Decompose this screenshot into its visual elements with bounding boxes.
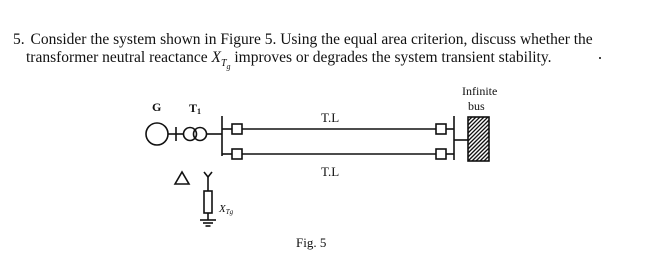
reactance-label-sub: Tg xyxy=(225,208,234,216)
hatch-line xyxy=(468,117,488,137)
question-number: 5. xyxy=(13,31,25,48)
figure-caption: Fig. 5 xyxy=(296,235,327,250)
breaker-line-2-receiving xyxy=(436,149,446,159)
wye-symbol-left-arm xyxy=(204,172,208,177)
reactance-symbol-main: X xyxy=(211,49,221,66)
infinite-bus-label-line-1: Infinite xyxy=(462,84,498,98)
delta-winding-icon xyxy=(175,172,189,184)
line-bottom-label: T.L xyxy=(321,164,340,179)
hatch-line xyxy=(468,117,476,125)
transformer-label-sub: 1 xyxy=(197,107,202,116)
infinite-bus-label-line-2: bus xyxy=(468,99,485,113)
question-line-2-end: improves or degrades the system transient stability. xyxy=(234,49,552,66)
reactance-symbol-sub: T xyxy=(220,58,227,70)
hatch-line xyxy=(488,160,489,161)
breaker-line-2-sending xyxy=(232,149,242,159)
wye-symbol-right-arm xyxy=(208,172,212,177)
transformer-label-main: T xyxy=(189,101,198,115)
transformer-label xyxy=(189,101,201,116)
breaker-line-1-receiving xyxy=(436,124,446,134)
reactance-label-main: X xyxy=(219,203,226,215)
transformer-winding-secondary xyxy=(194,128,207,141)
question-line-2-start: transformer neutral reactance xyxy=(26,49,208,66)
reactance-label xyxy=(218,203,234,216)
neutral-reactance xyxy=(204,191,212,213)
infinite-bus-hatching xyxy=(468,117,489,161)
reactance-symbol-subsub: g xyxy=(226,62,231,72)
question-line-1-text: Consider the system shown in Figure 5. Using the equal area criterion, discuss whether the xyxy=(30,31,593,48)
line-top-label: T.L xyxy=(321,110,340,125)
breaker-line-1-sending xyxy=(232,124,242,134)
generator-label: G xyxy=(152,100,162,114)
generator-circle xyxy=(146,123,168,145)
